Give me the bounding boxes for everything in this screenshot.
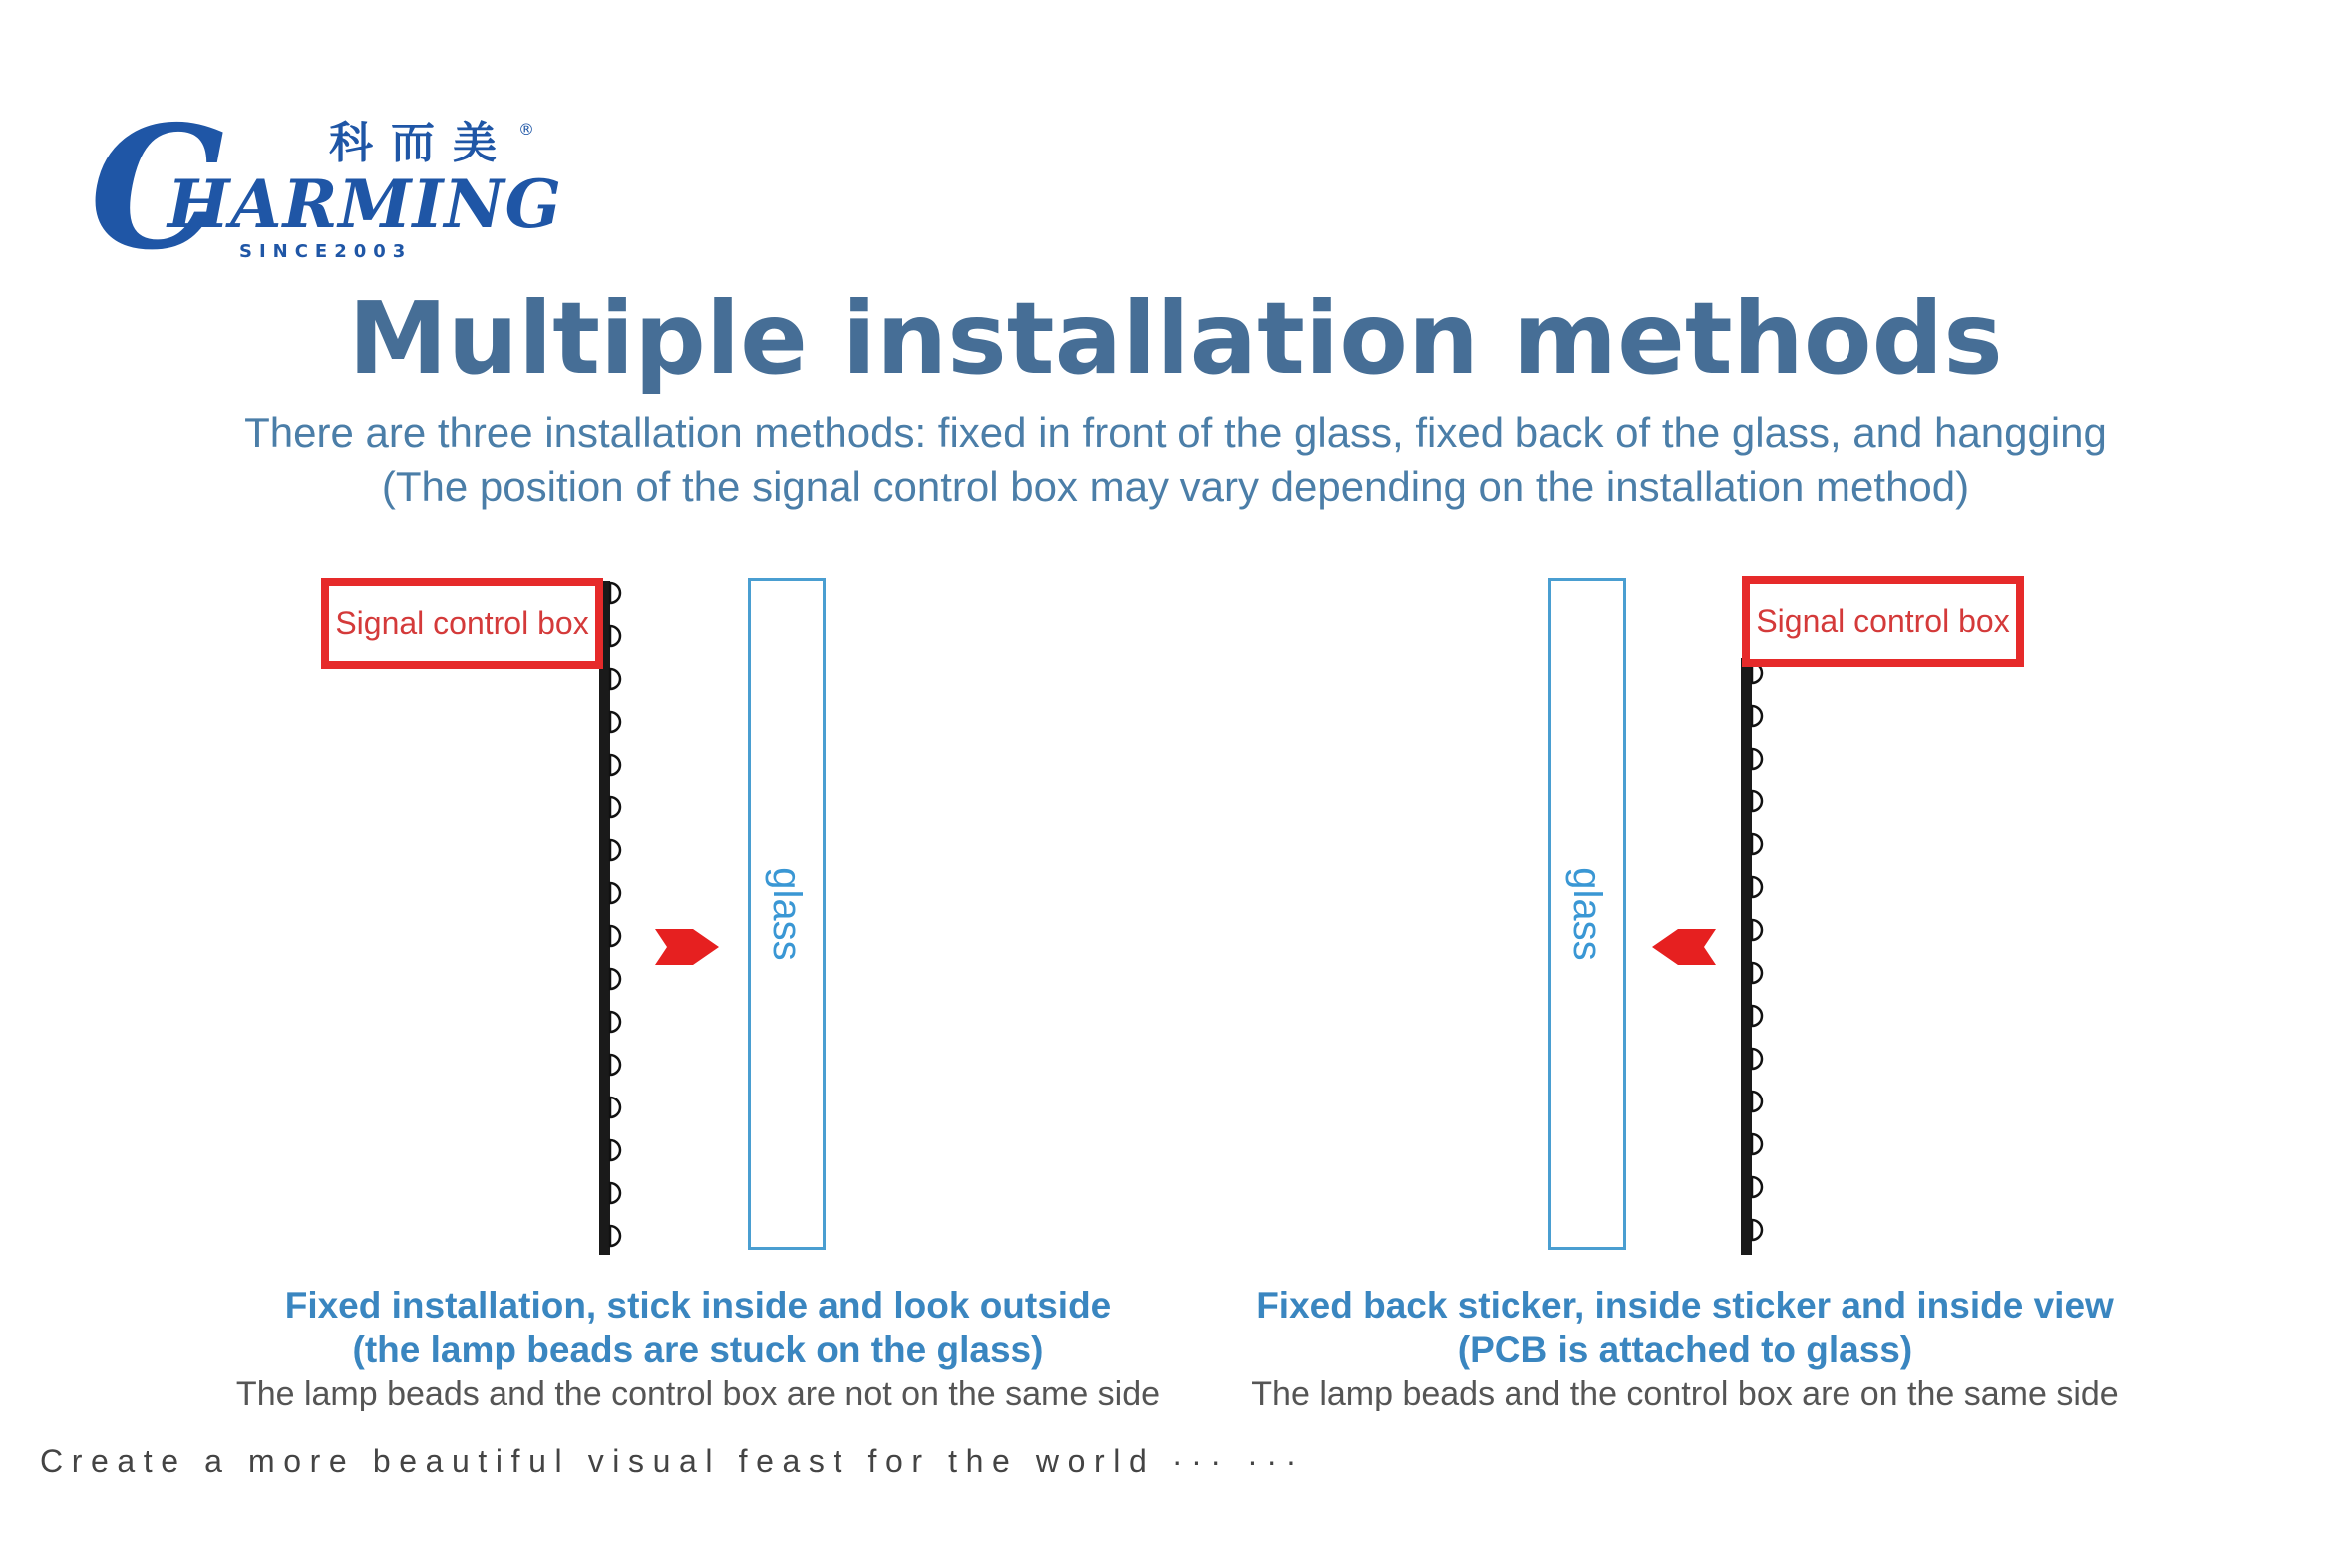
glass-label: glass <box>765 867 809 961</box>
logo-registered-mark: ® <box>518 120 534 139</box>
arrow-left-icon <box>1650 925 1718 969</box>
caption-right-description: The lamp beads and the control box are on the same side <box>1251 1375 2119 1412</box>
caption-left-title-2: (the lamp beads are stuck on the glass) <box>352 1329 1044 1370</box>
lamp-beads <box>1750 658 1780 1256</box>
caption-left-title-1: Fixed installation, stick inside and look outside <box>284 1285 1112 1326</box>
caption-right-title-2: (PCB is attached to glass) <box>1457 1329 1913 1370</box>
logo-initial: C <box>90 89 221 288</box>
glass-label: glass <box>1565 867 1609 961</box>
subtitle-line-2: (The position of the signal control box may vary depending on the installation method) <box>381 464 1970 510</box>
arrow-right-icon <box>653 925 721 969</box>
brand-logo <box>90 89 563 288</box>
page-title: Multiple installation methods <box>348 280 2003 397</box>
logo-chinese-name: 科而美 <box>329 118 514 168</box>
signal-control-box-label: Signal control box <box>1756 603 2010 639</box>
caption-left-description: The lamp beads and the control box are not on the same side <box>235 1375 1161 1412</box>
lamp-beads <box>608 576 638 1264</box>
subtitle-line-1: There are three installation methods: fixed in front of the glass, fixed back of the glass, and hangging <box>244 409 2107 456</box>
signal-control-box <box>1742 576 2024 667</box>
logo-since: SINCE2003 <box>239 241 413 262</box>
logo-wordmark: HARMING <box>168 165 563 243</box>
signal-control-box <box>321 578 603 669</box>
signal-control-box-label: Signal control box <box>335 605 589 641</box>
footer-slogan: Create a more beautiful visual feast for the world ··· ··· <box>40 1443 1305 1479</box>
caption-right-title-1: Fixed back sticker, inside sticker and inside view <box>1256 1285 2114 1326</box>
